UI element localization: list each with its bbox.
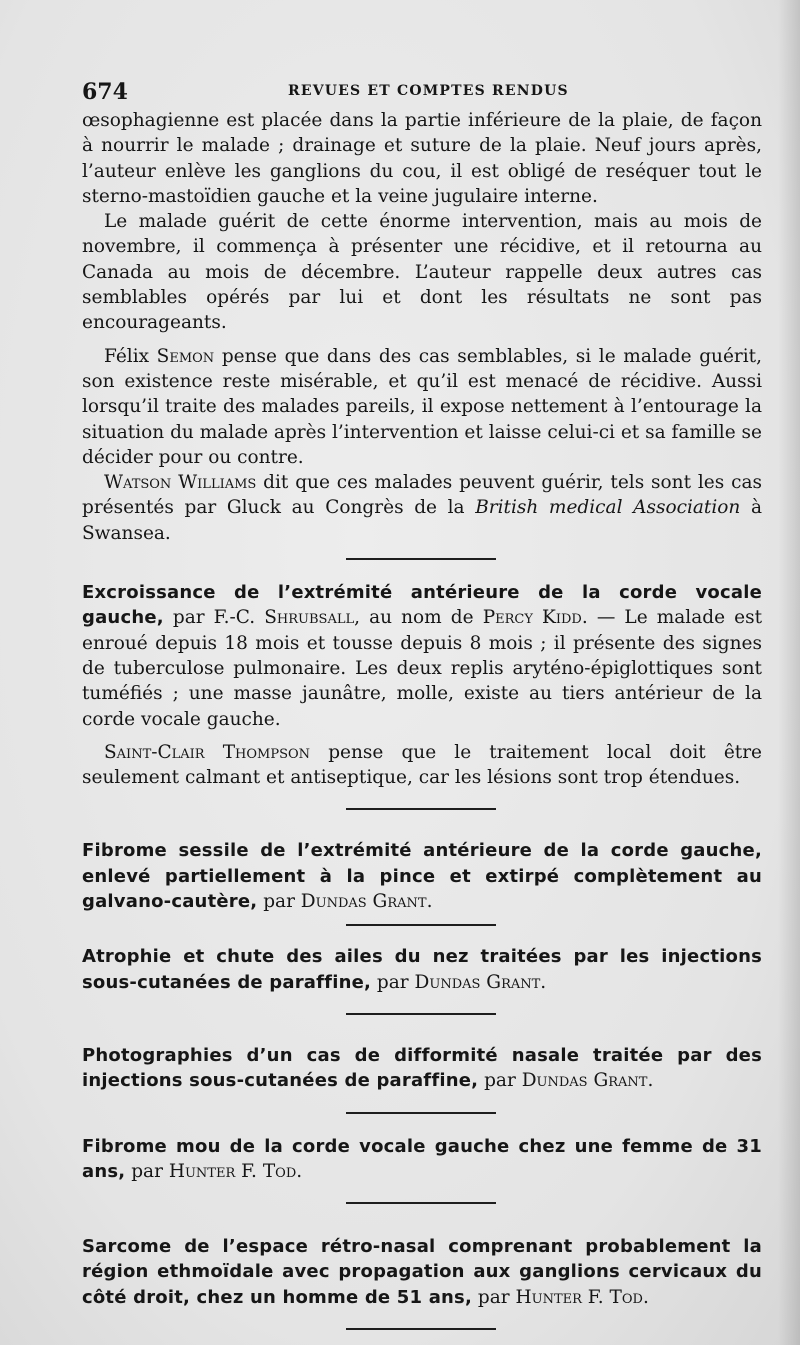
text-fragment: par [371, 971, 415, 993]
section-excroissance [82, 580, 762, 732]
section-divider [346, 1202, 496, 1204]
section-title: Sarcome de l’espace rétro-nasal comprenant probablement la région ethmoïdale avec propagation aux ganglions cervicaux du côté droit, chez un homme de 51 ans, [82, 1236, 762, 1308]
section-photographies [82, 1043, 762, 1094]
running-title: REVUES ET COMPTES RENDUS [288, 83, 569, 99]
text-fragment: . [647, 1070, 654, 1092]
text-fragment: . [540, 971, 547, 993]
text-fragment: par F.-C. [163, 607, 265, 629]
section-fibrome-sessile [82, 838, 762, 914]
paragraph-semon [82, 344, 762, 470]
section-title: Atrophie et chute des ailes du nez traitées par les injections sous-cutanées de paraffine, [82, 946, 762, 993]
author-name: Hunter F. Tod [515, 1286, 643, 1308]
section-divider [346, 1013, 496, 1015]
section-divider [346, 808, 496, 810]
author-name: Dundas Grant [521, 1070, 648, 1092]
paragraph-continuation: œsophagienne est placée dans la partie inférieure de la plaie, de façon à nourrir le malade ; drainage et suture de la plaie. Neuf jours après, l’auteur enlève les ganglions du cou, il est obligé de reséquer tout le sterno-mastoïdien gauche et la veine jugulaire interne. [82, 110, 762, 207]
section-atrophie [82, 944, 762, 995]
page-number: 674 [82, 79, 128, 105]
text-fragment: . [642, 1286, 649, 1308]
body-text [82, 108, 762, 1330]
paragraph-williams [82, 470, 762, 546]
author-name: Shrubsall [264, 607, 355, 629]
text-fragment: . [296, 1160, 303, 1182]
paragraph-recurrence: Le malade guérit de cette énorme intervention, mais au mois de novembre, il commença à présenter une récidive, et il retourna au Canada au mois de décembre. L’auteur rappelle deux autres cas semblables opérés par lui et dont les résultats ne sont pas encourageants. [82, 211, 762, 334]
text-fragment: pense que dans des cas semblables, si le malade guérit, son existence reste misérable, et qu’il est menacé de récidive. Aussi lorsqu’il traite des malades pareils, il expose nettement à l’entourage la situation du malade après l’intervention et laisse celui-ci et sa famille se décider pour ou contre. [82, 345, 762, 468]
text-fragment: , au nom de [354, 607, 483, 629]
section-title: Excroissance de l’extrémité antérieure de la corde vocale gauche, [82, 582, 762, 629]
section-divider [346, 1328, 496, 1330]
association-name: British medical Association [475, 497, 741, 519]
section-divider [346, 1112, 496, 1114]
text-fragment: . — Le malade est enroué depuis 18 mois et tousse depuis 8 mois ; il présente des signes de tuberculose pulmonaire. Les deux replis aryténo-épiglottiques sont tuméfiés ; une masse jaunâtre, molle, existe au tiers antérieur de la corde vocale gauche. [82, 607, 763, 730]
author-name: Dundas Grant [300, 891, 427, 913]
text-fragment: dit que ces malades peuvent guérir, tels sont les cas présentés par Gluck au Congrès de la [82, 472, 762, 519]
text-fragment: pense que le traitement local doit être seulement calmant et antiseptique, car les lésions sont trop étendues. [82, 741, 762, 789]
section-title: Photographies d’un cas de difformité nasale traitée par des injections sous-cutanées de paraffine, [82, 1044, 762, 1092]
section-fibrome-mou [82, 1134, 762, 1185]
section-title: Fibrome mou de la corde vocale gauche chez une femme de 31 ans, [82, 1135, 762, 1182]
text-fragment: à Swansea. [82, 497, 762, 544]
author-name: Watson Williams [104, 472, 257, 494]
section-divider [346, 924, 496, 926]
text-fragment: Félix [104, 345, 157, 367]
text-fragment: par [257, 891, 301, 913]
text-fragment: . [426, 891, 433, 913]
section-sarcome [82, 1234, 762, 1310]
section-title: Fibrome sessile de l’extrémité antérieure de la corde gauche, enlevé partiellement à la pince et extirpé complètement au galvano-cautère, [82, 840, 762, 913]
text-fragment: par [478, 1070, 522, 1092]
author-name: Percy Kidd [482, 607, 582, 629]
running-header [82, 0, 764, 108]
author-name: Hunter F. Tod [168, 1160, 297, 1182]
author-name: Saint-Clair Thompson [104, 741, 311, 763]
text-fragment: par [472, 1286, 516, 1308]
text-fragment: par [125, 1160, 169, 1182]
author-name: Semon [156, 345, 215, 367]
author-name: Dundas Grant [414, 971, 541, 993]
section-divider [346, 558, 496, 560]
paragraph-thompson [82, 740, 762, 791]
